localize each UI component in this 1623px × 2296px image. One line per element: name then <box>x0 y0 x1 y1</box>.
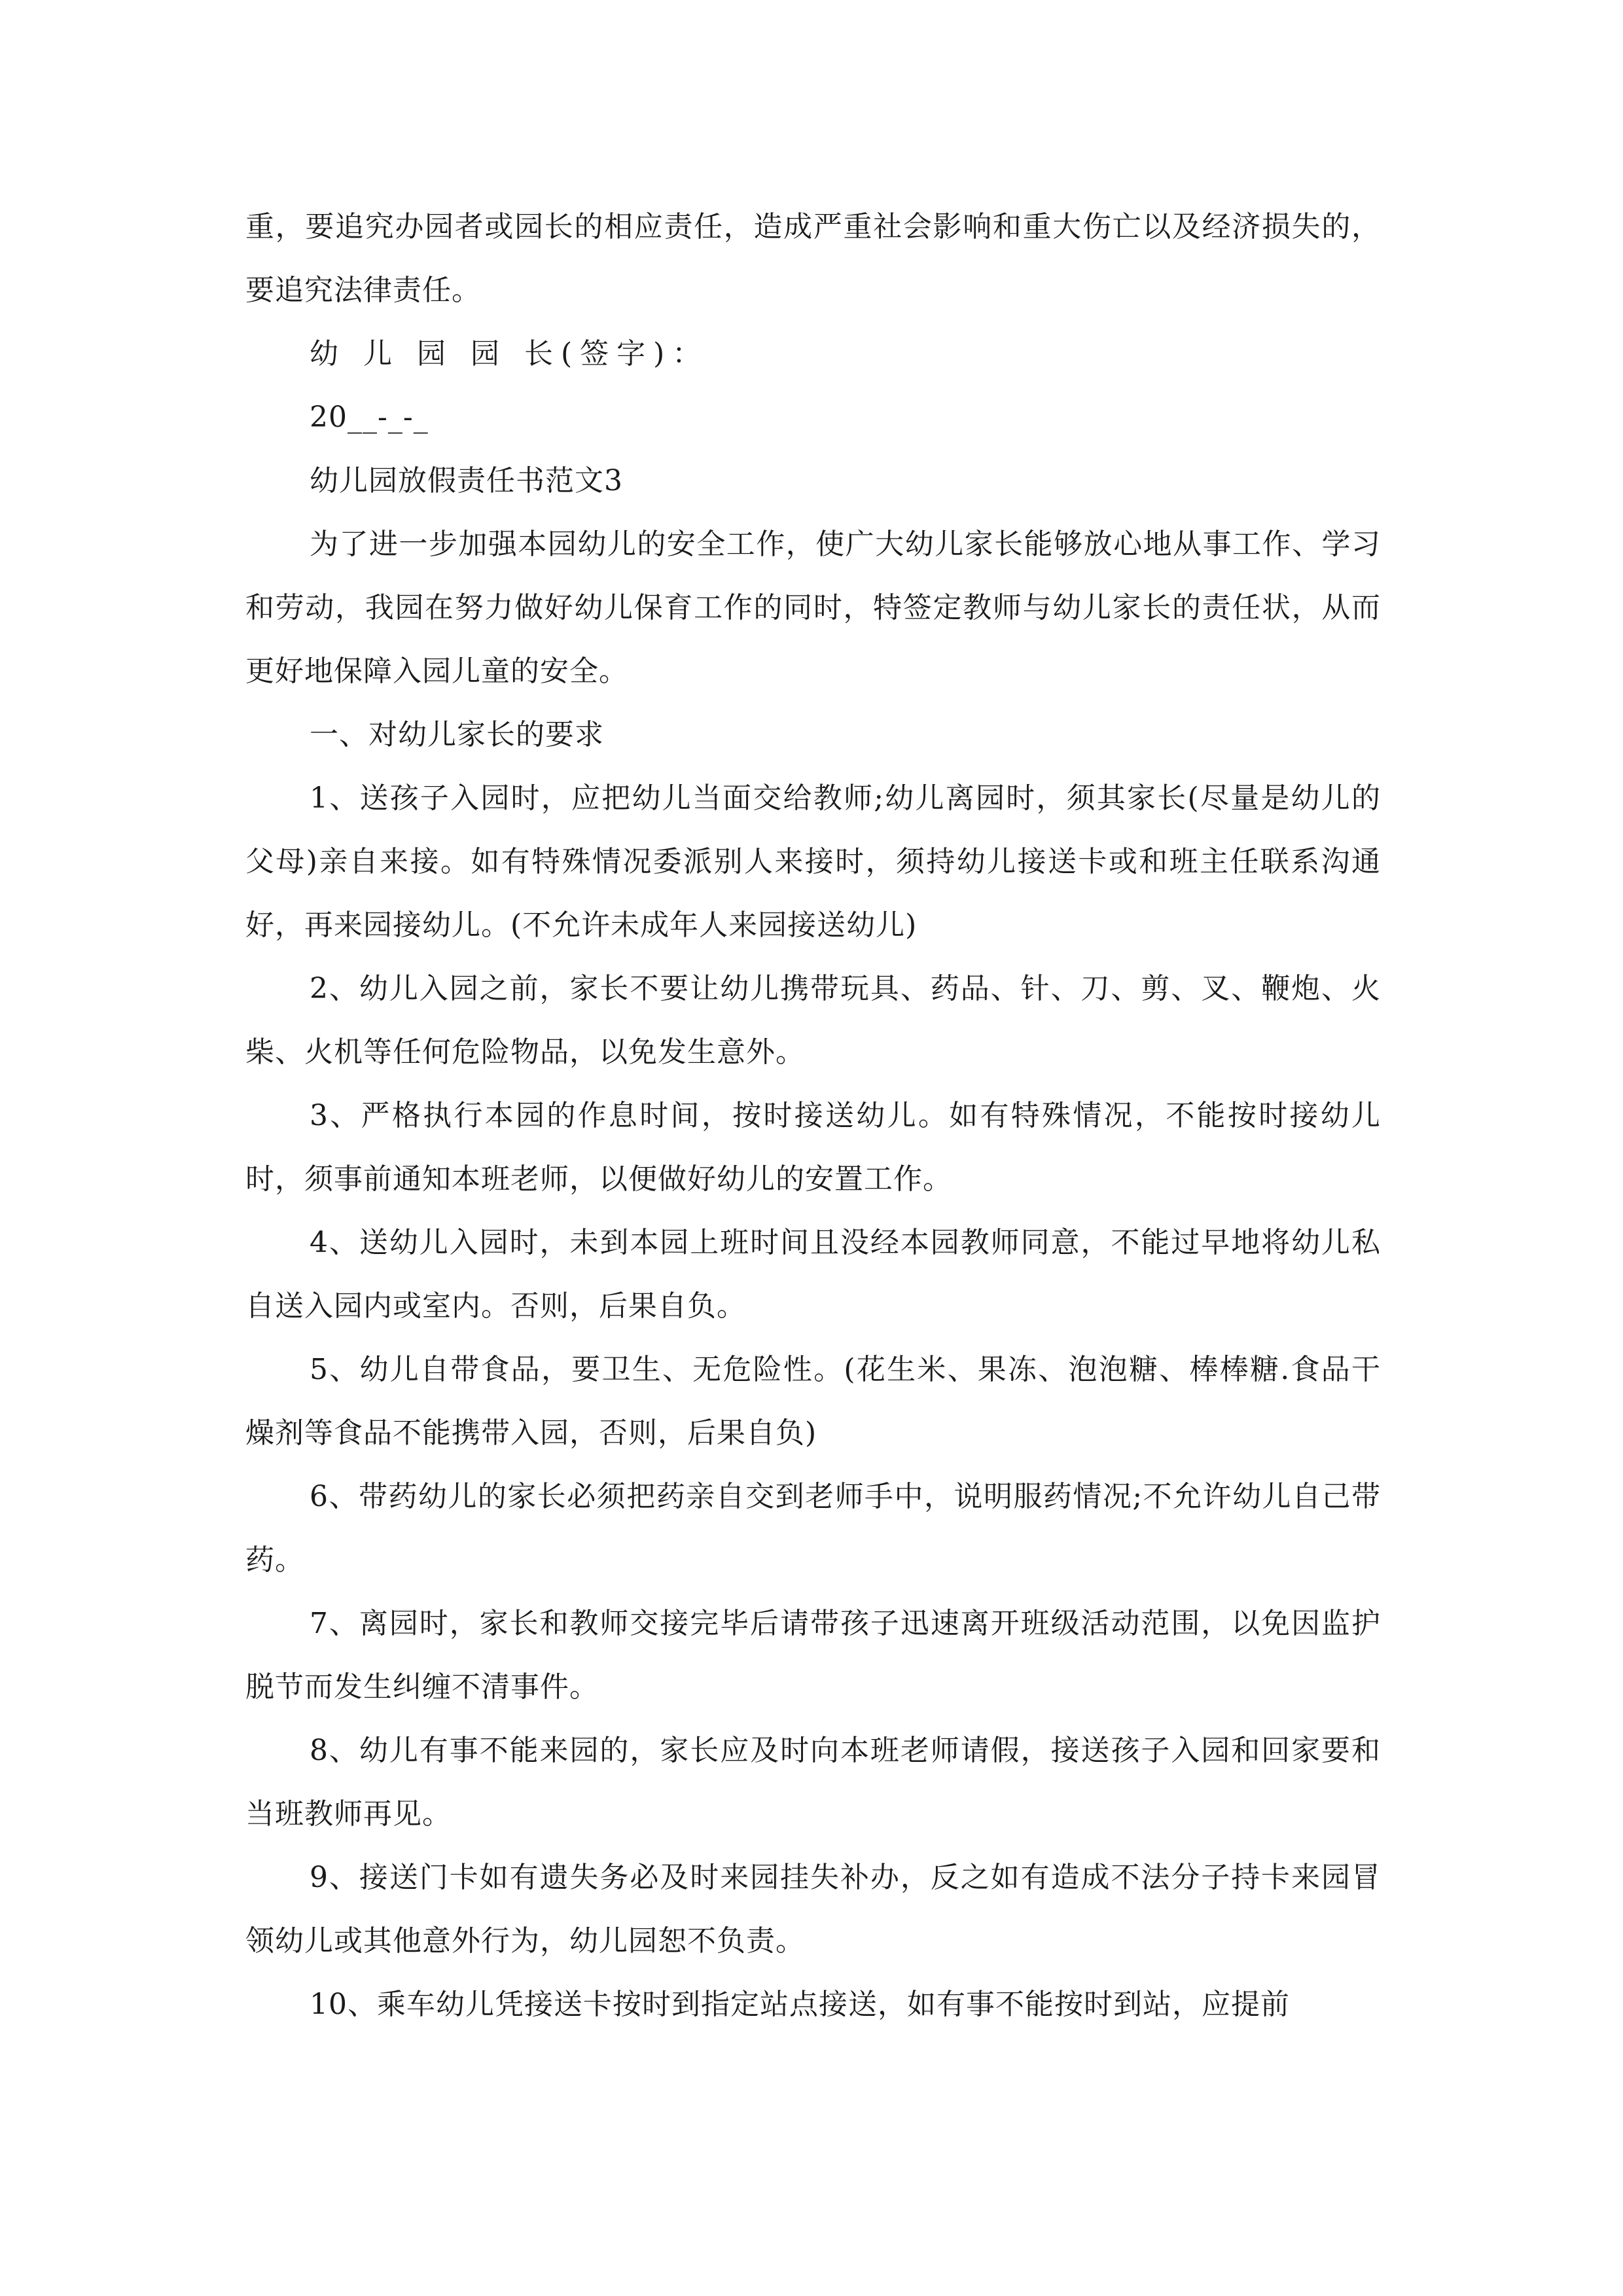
signature-line: 幼 儿 园 园 长(签字)： <box>310 337 709 370</box>
list-item-2: 2、幼儿入园之前，家长不要让幼儿携带玩具、药品、针、刀、剪、叉、鞭炮、火柴、火机等任何危险物品，以免发生意外。 <box>245 972 1381 1069</box>
list-item-7: 7、离园时，家长和教师交接完毕后请带孩子迅速离开班级活动范围，以免因监护脱节而发生纠缠不清事件。 <box>245 1607 1381 1704</box>
list-item-8: 8、幼儿有事不能来园的，家长应及时向本班老师请假，接送孩子入园和回家要和当班教师再见。 <box>245 1734 1381 1831</box>
list-item-10: 10、乘车幼儿凭接送卡按时到指定站点接送，如有事不能按时到站，应提前 <box>310 1988 1290 2021</box>
document-body <box>245 195 1381 2036</box>
section-heading: 一、对幼儿家长的要求 <box>310 718 604 751</box>
list-item-6: 6、带药幼儿的家长必须把药亲自交到老师手中，说明服药情况;不允许幼儿自己带药。 <box>245 1480 1381 1577</box>
list-item-9: 9、接送门卡如有遗失务必及时来园挂失补办，反之如有造成不法分子持卡来园冒领幼儿或其他意外行为，幼儿园恕不负责。 <box>245 1861 1381 1958</box>
date-line: 20__-_-_ <box>310 401 429 434</box>
list-item-4: 4、送幼儿入园时，未到本园上班时间且没经本园教师同意，不能过早地将幼儿私自送入园内或室内。否则，后果自负。 <box>245 1226 1381 1323</box>
list-item-3: 3、严格执行本园的作息时间，按时接送幼儿。如有特殊情况，不能按时接幼儿时，须事前通知本班老师，以便做好幼儿的安置工作。 <box>245 1099 1381 1196</box>
list-item-1: 1、送孩子入园时，应把幼儿当面交给教师;幼儿离园时，须其家长(尽量是幼儿的父母)亲自来接。如有特殊情况委派别人来接时，须持幼儿接送卡或和班主任联系沟通好，再来园接幼儿。(不允许未成年人来园接送幼儿) <box>245 781 1381 942</box>
intro-paragraph: 为了进一步加强本园幼儿的安全工作，使广大幼儿家长能够放心地从事工作、学习和劳动，我园在努力做好幼儿保育工作的同时，特签定教师与幼儿家长的责任状，从而更好地保障入园儿童的安全。 <box>245 528 1381 688</box>
list-item-5: 5、幼儿自带食品，要卫生、无危险性。(花生米、果冻、泡泡糖、棒棒糖.食品干燥剂等食品不能携带入园，否则，后果自负) <box>245 1353 1381 1450</box>
section-title: 幼儿园放假责任书范文3 <box>310 464 623 497</box>
paragraph-continuation: 重，要追究办园者或园长的相应责任，造成严重社会影响和重大伤亡以及经济损失的，要追究法律责任。 <box>245 210 1381 307</box>
